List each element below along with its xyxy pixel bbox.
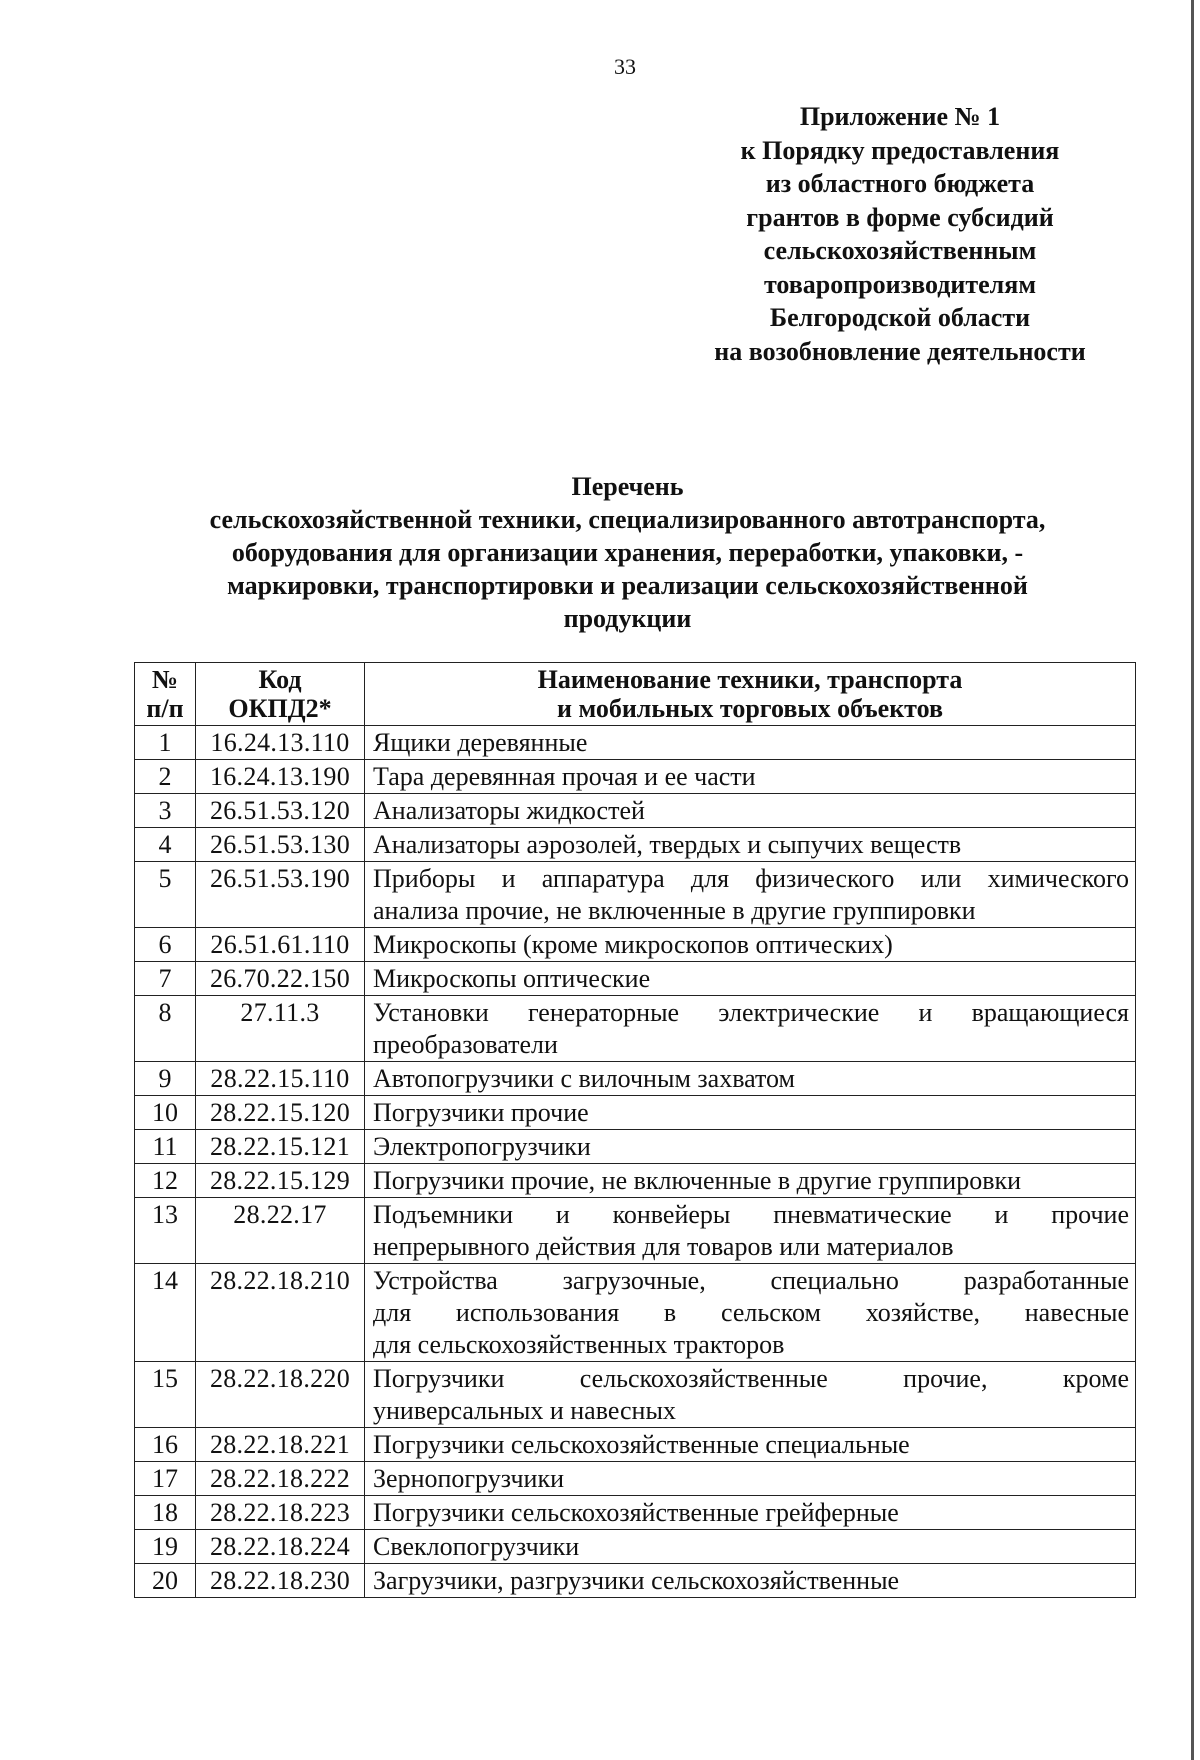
item-name [365, 1264, 1136, 1362]
item-name [365, 996, 1136, 1062]
table-row [135, 1264, 1136, 1362]
row-number: 8 [135, 996, 196, 1062]
item-name-line: Погрузчики прочие [373, 1098, 589, 1127]
page-number: 33 [614, 54, 636, 79]
item-name-line: Анализаторы аэрозолей, твердых и сыпучих веществ [373, 830, 962, 859]
item-name-line: Погрузчики сельскохозяйственные прочие, кроме [373, 1364, 1129, 1393]
item-name [365, 1496, 1136, 1530]
appendix-line: Приложение № 1 [799, 102, 1001, 131]
item-name [365, 1164, 1136, 1198]
row-number: 4 [135, 828, 196, 862]
header-name [365, 663, 1136, 726]
list-title-line: оборудования для организации хранения, переработки, упаковки, - [231, 538, 1024, 567]
row-number: 6 [135, 928, 196, 962]
table-row [135, 1530, 1136, 1564]
okpd2-code: 27.11.3 [196, 996, 365, 1062]
item-name [365, 1062, 1136, 1096]
okpd2-code: 28.22.18.222 [196, 1462, 365, 1496]
appendix-line: Белгородской области [769, 303, 1031, 332]
header-name-line: Наименование техники, транспорта [537, 665, 963, 694]
okpd2-code: 26.51.53.120 [196, 794, 365, 828]
page-edge-line [1191, 0, 1194, 1760]
okpd2-code: 28.22.17 [196, 1198, 365, 1264]
table-header-row [135, 663, 1136, 726]
appendix-line: к Порядку предоставления [740, 135, 1060, 165]
list-title-line: сельскохозяйственной техники, специализированного автотранспорта, [209, 505, 1046, 534]
okpd2-code: 28.22.15.129 [196, 1164, 365, 1198]
table-row [135, 1362, 1136, 1428]
item-name [365, 828, 1136, 862]
okpd2-code: 28.22.18.224 [196, 1530, 365, 1564]
row-number: 3 [135, 794, 196, 828]
okpd2-code: 28.22.18.223 [196, 1496, 365, 1530]
header-code-line: Код [258, 665, 302, 694]
item-name-line: Анализаторы жидкостей [373, 796, 645, 825]
item-name [365, 862, 1136, 928]
list-title [90, 470, 1165, 635]
table-row [135, 1198, 1136, 1264]
header-num [135, 663, 196, 726]
table-row [135, 760, 1136, 794]
row-number: 19 [135, 1530, 196, 1564]
table-row [135, 1462, 1136, 1496]
okpd2-code: 26.70.22.150 [196, 962, 365, 996]
appendix-line: грантов в форме субсидий [746, 202, 1054, 232]
table-row [135, 1096, 1136, 1130]
appendix-heading [650, 100, 1150, 368]
table-row [135, 1130, 1136, 1164]
header-code [196, 663, 365, 726]
okpd2-code: 28.22.15.110 [196, 1062, 365, 1096]
header-code-line: ОКПД2* [228, 694, 332, 723]
item-name-line: Тара деревянная прочая и ее части [373, 762, 756, 791]
table-row [135, 1496, 1136, 1530]
list-title-line: Перечень [571, 472, 684, 501]
row-number: 1 [135, 726, 196, 760]
appendix-line: на возобновление деятельности [714, 336, 1086, 366]
item-name [365, 794, 1136, 828]
row-number: 5 [135, 862, 196, 928]
okpd2-code: 28.22.15.121 [196, 1130, 365, 1164]
item-name-line: Погрузчики сельскохозяйственные грейферные [373, 1498, 899, 1527]
row-number: 9 [135, 1062, 196, 1096]
table-row [135, 1564, 1136, 1598]
item-name-line: Загрузчики, разгрузчики сельскохозяйственные [373, 1566, 900, 1595]
item-name [365, 1130, 1136, 1164]
row-number: 16 [135, 1428, 196, 1462]
item-name-line: Электропогрузчики [373, 1132, 591, 1161]
item-name-line: преобразователи [373, 1030, 558, 1059]
row-number: 13 [135, 1198, 196, 1264]
table-row [135, 1164, 1136, 1198]
okpd2-code: 28.22.18.210 [196, 1264, 365, 1362]
row-number: 20 [135, 1564, 196, 1598]
okpd2-code: 16.24.13.190 [196, 760, 365, 794]
table-row [135, 1062, 1136, 1096]
item-name-line: Подъемники и конвейеры пневматические и прочие [373, 1200, 1129, 1229]
okpd2-code: 28.22.18.221 [196, 1428, 365, 1462]
equipment-table [134, 662, 1136, 1598]
item-name-line: Установки генераторные электрические и вращающиеся [373, 998, 1129, 1027]
item-name-line: Приборы и аппаратура для физического или химического [373, 864, 1129, 893]
table-row [135, 962, 1136, 996]
item-name-line: Зернопогрузчики [373, 1464, 565, 1493]
table-body [135, 726, 1136, 1598]
okpd2-code: 26.51.53.130 [196, 828, 365, 862]
okpd2-code: 26.51.53.190 [196, 862, 365, 928]
item-name-line: Ящики деревянные [373, 728, 588, 757]
row-number: 17 [135, 1462, 196, 1496]
item-name [365, 1198, 1136, 1264]
row-number: 12 [135, 1164, 196, 1198]
row-number: 14 [135, 1264, 196, 1362]
okpd2-code: 28.22.15.120 [196, 1096, 365, 1130]
item-name [365, 1362, 1136, 1428]
okpd2-code: 26.51.61.110 [196, 928, 365, 962]
appendix-line: сельскохозяйственным [763, 236, 1037, 265]
item-name [365, 726, 1136, 760]
item-name [365, 760, 1136, 794]
item-name-line: Микроскопы (кроме микроскопов оптических) [373, 930, 893, 959]
item-name-line: Автопогрузчики с вилочным захватом [373, 1064, 795, 1093]
item-name-line: анализа прочие, не включенные в другие группировки [373, 896, 976, 925]
item-name [365, 1530, 1136, 1564]
list-title-line: продукции [563, 604, 692, 633]
item-name-line: для использования в сельском хозяйстве, навесные [373, 1298, 1129, 1327]
appendix-line: товаропроизводителям [763, 269, 1037, 299]
table-row [135, 862, 1136, 928]
item-name [365, 962, 1136, 996]
item-name [365, 1462, 1136, 1496]
table-row [135, 726, 1136, 760]
header-name-line: и мобильных торговых объектов [556, 694, 944, 723]
table-row [135, 794, 1136, 828]
row-number: 10 [135, 1096, 196, 1130]
item-name-line: для сельскохозяйственных тракторов [373, 1330, 785, 1359]
row-number: 7 [135, 962, 196, 996]
header-num-line: № [151, 665, 179, 694]
okpd2-code: 16.24.13.110 [196, 726, 365, 760]
row-number: 15 [135, 1362, 196, 1428]
table-row [135, 828, 1136, 862]
okpd2-code: 28.22.18.230 [196, 1564, 365, 1598]
item-name [365, 928, 1136, 962]
list-title-line: маркировки, транспортировки и реализации сельскохозяйственной [227, 571, 1028, 600]
item-name-line: Микроскопы оптические [373, 964, 651, 993]
okpd2-code: 28.22.18.220 [196, 1362, 365, 1428]
item-name [365, 1428, 1136, 1462]
item-name [365, 1096, 1136, 1130]
item-name-line: Погрузчики сельскохозяйственные специальные [373, 1430, 910, 1459]
row-number: 2 [135, 760, 196, 794]
appendix-line: из областного бюджета [765, 169, 1035, 198]
item-name-line: непрерывного действия для товаров или материалов [373, 1232, 954, 1261]
item-name-line: Погрузчики прочие, не включенные в другие группировки [373, 1166, 1022, 1195]
item-name-line: Устройства загрузочные, специально разработанные [373, 1266, 1129, 1295]
row-number: 11 [135, 1130, 196, 1164]
row-number: 18 [135, 1496, 196, 1530]
table-row [135, 928, 1136, 962]
item-name-line: универсальных и навесных [373, 1396, 676, 1425]
item-name [365, 1564, 1136, 1598]
table-row [135, 1428, 1136, 1462]
item-name-line: Свеклопогрузчики [373, 1532, 580, 1561]
table-row [135, 996, 1136, 1062]
header-num-line: п/п [146, 694, 184, 723]
